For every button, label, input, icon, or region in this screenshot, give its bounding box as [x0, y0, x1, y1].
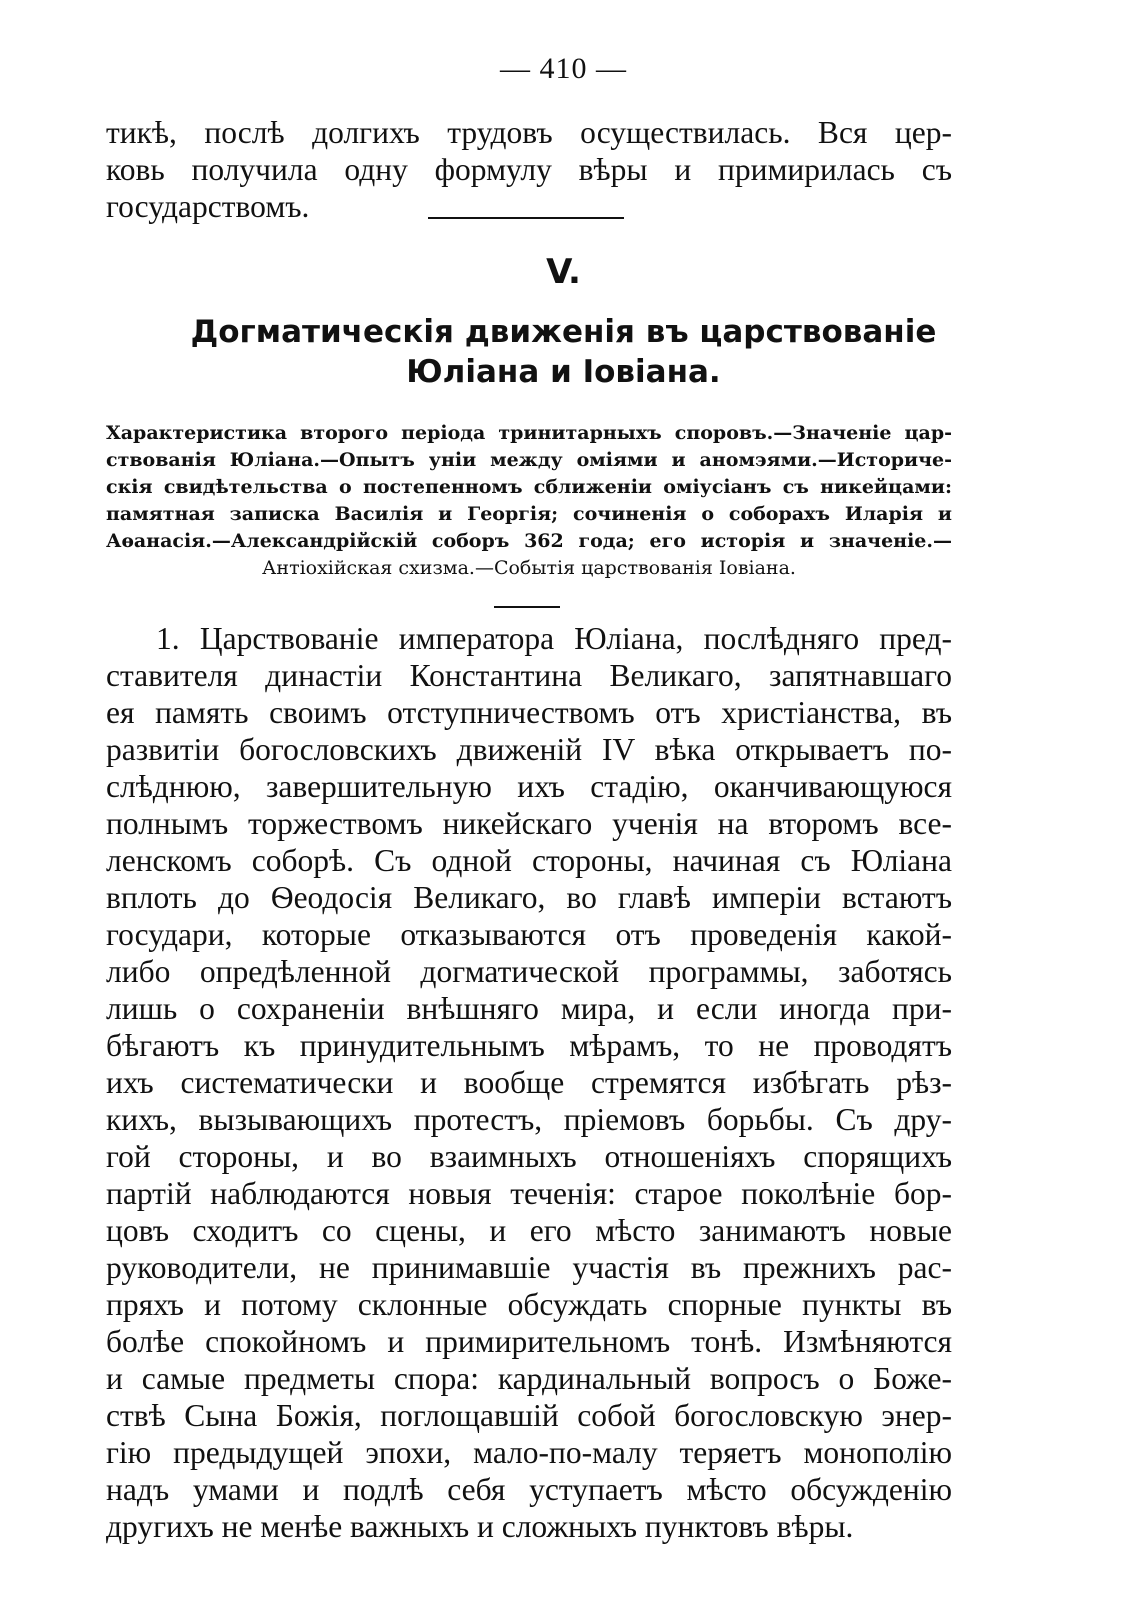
text-line: партій наблюдаются новыя теченія: старое поколѣніе бор- — [106, 1176, 952, 1211]
section-divider — [428, 217, 624, 219]
text-line: слѣднюю, завершительную ихъ стадію, оканчивающуюся — [106, 769, 952, 804]
text-line: ставителя династіи Константина Великаго, запятнавшаго — [106, 658, 952, 693]
text-line: ствѣ Сына Божія, поглощавшій собой богословскую энер- — [106, 1398, 952, 1433]
summary-line: Характеристика второго періода тринитарныхъ споровъ.—Значеніе цар- — [106, 422, 952, 444]
summary-line: Антіохійская схизма.—Событія царствованія Іовіана. — [262, 557, 796, 579]
text-line: 1. Царствованіе императора Юліана, послѣдняго пред- — [156, 621, 952, 656]
text-line: либо опредѣленной догматической программы, заботясь — [106, 954, 952, 989]
text-line: ковь получила одну формулу вѣры и примирилась съ — [106, 152, 952, 187]
chapter-title — [0, 312, 1127, 392]
text-line: другихъ не менѣе важныхъ и сложныхъ пунктовъ вѣры. — [106, 1509, 854, 1544]
text-line: болѣе спокойномъ и примирительномъ тонѣ. Измѣняются — [106, 1324, 952, 1359]
text-line: ихъ систематически и вообще стремятся избѣгать рѣз- — [106, 1065, 952, 1100]
summary-line: ствованія Юліана.—Опытъ уніи между оміями и аномэями.—Историче- — [106, 449, 952, 471]
page-number: — 410 — — [500, 52, 627, 85]
summary-line: памятная записка Василія и Георгія; сочиненія о соборахъ Иларія и — [106, 503, 952, 525]
chapter-title-line: Догматическія движенія въ царствованіе — [190, 314, 937, 350]
text-line: кихъ, вызывающихъ протестъ, пріемовъ борьбы. Съ дру- — [106, 1102, 952, 1137]
text-line: цовъ сходитъ со сцены, и его мѣсто занимаютъ новые — [106, 1213, 952, 1248]
chapter-title-line: Юліана и Іовіана. — [406, 354, 721, 390]
text-line: и самые предметы спора: кардинальный вопросъ о Боже- — [106, 1361, 952, 1396]
body-paragraph — [106, 620, 952, 1545]
text-line: надъ умами и подлѣ себя уступаетъ мѣсто обсужденію — [106, 1472, 952, 1507]
text-line: пряхъ и потому склонные обсуждать спорные пункты въ — [106, 1287, 952, 1322]
summary-line: Аѳанасія.—Александрійскій соборъ 362 года; его исторія и значеніе.— — [106, 530, 952, 552]
text-line: государи, которые отказываются отъ проведенія какой- — [106, 917, 952, 952]
text-line: тикѣ, послѣ долгихъ трудовъ осуществилась. Вся цер- — [106, 115, 952, 150]
text-line: гію предыдущей эпохи, мало-по-малу теряетъ монополію — [106, 1435, 952, 1470]
text-line: вплоть до Ѳеодосія Великаго, во главѣ имперіи встаютъ — [106, 880, 952, 915]
section-number: V. — [546, 252, 581, 292]
chapter-summary — [106, 420, 952, 582]
text-line: полнымъ торжествомъ никейскаго ученія на второмъ все- — [106, 806, 952, 841]
text-line: ленскомъ соборѣ. Съ одной стороны, начиная съ Юліана — [106, 843, 952, 878]
text-line: бѣгаютъ къ принудительнымъ мѣрамъ, то не проводятъ — [106, 1028, 952, 1063]
text-line: ея память своимъ отступничествомъ отъ христіанства, въ — [106, 695, 952, 730]
text-line: развитіи богословскихъ движеній IV вѣка открываетъ по- — [106, 732, 952, 767]
summary-line: скія свидѣтельства о постепенномъ сближеніи оміусіанъ съ никейцами: — [106, 476, 952, 498]
intro-paragraph — [106, 114, 952, 225]
text-line: государствомъ. — [106, 189, 310, 224]
summary-divider — [494, 606, 560, 608]
text-line: руководители, не принимавшіе участія въ прежнихъ рас- — [106, 1250, 952, 1285]
text-line: лишь о сохраненіи внѣшняго мира, и если иногда при- — [106, 991, 952, 1026]
text-line: гой стороны, и во взаимныхъ отношеніяхъ спорящихъ — [106, 1139, 952, 1174]
